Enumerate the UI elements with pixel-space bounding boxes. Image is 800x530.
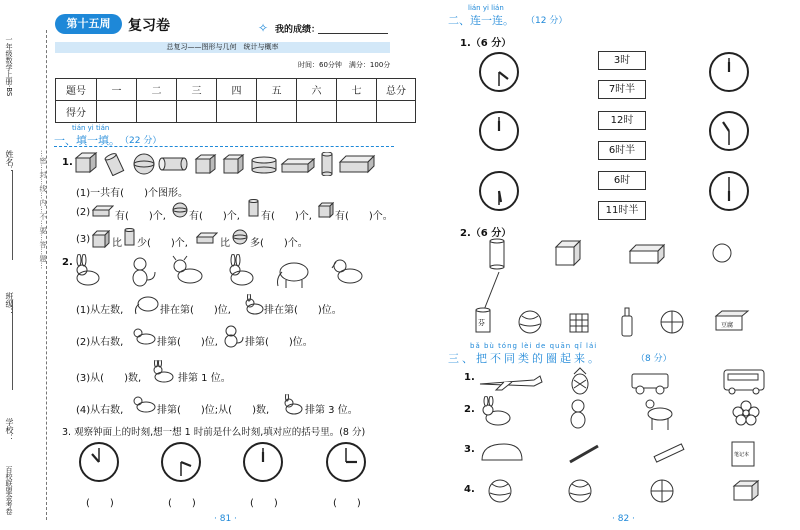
bottle-icon <box>622 308 632 336</box>
footer-brand: 百校联盟金考卷 <box>5 466 13 515</box>
name-line <box>12 170 13 260</box>
q2-line4-c: 排第 3 位。 <box>305 405 358 416</box>
balls-row <box>474 476 774 506</box>
cuboid-icon <box>630 245 664 263</box>
answer-paren: ( ) <box>333 498 361 509</box>
score-cell[interactable] <box>217 101 257 123</box>
time-box[interactable]: 11时半 <box>598 201 646 220</box>
deer-icon <box>646 400 672 430</box>
dog-icon <box>132 326 156 348</box>
car-icon <box>632 374 668 394</box>
cap-icon <box>482 444 522 460</box>
notebook-icon <box>732 442 754 466</box>
q3-text: 3. 观察钟面上的时刻,想一想 1 时前是什么时刻,填对应的括号里。(8 分) <box>62 427 366 438</box>
clock-icon <box>708 51 750 93</box>
subtitle-band: 总复习——图形与几何 统计与概率 <box>55 42 390 53</box>
section2-title: 二、连一连。 <box>448 14 514 27</box>
cuboid-icon <box>92 204 114 218</box>
seal-line: …密…封…线…内…不…要…答…题… <box>39 150 47 269</box>
rabbit-icon <box>244 294 264 316</box>
dog-icon <box>132 394 156 416</box>
table-header-cell: 三 <box>177 79 217 101</box>
clock-icon <box>78 441 120 483</box>
clock-icon <box>708 110 750 152</box>
time-box[interactable]: 6时半 <box>598 141 646 160</box>
dog-icon <box>173 256 202 283</box>
q1-line3-e: 多( )个。 <box>250 238 308 249</box>
q1-line3-b: 比 <box>112 238 122 249</box>
time-box[interactable]: 3时 <box>598 51 646 70</box>
score-cell[interactable] <box>337 101 377 123</box>
rabbit-icon <box>483 396 510 425</box>
cuboid-icon <box>196 231 218 245</box>
cube-icon <box>556 241 580 265</box>
school-label: 学校： <box>5 418 14 442</box>
score-blank <box>318 33 388 34</box>
q2-line4-a: (4)从右数, <box>76 405 124 416</box>
animals-flower-row <box>474 396 774 432</box>
q2-line2-b: 排第( )位, <box>157 337 218 348</box>
tofu-label: 豆腐 <box>721 322 734 329</box>
time-info: 时间：60分钟 满分：100分 <box>298 61 391 69</box>
cube-icon <box>92 230 110 248</box>
s3-num: 1. <box>464 372 475 383</box>
animals-row <box>72 254 372 290</box>
s2-q2: 2.（6 分） <box>460 228 512 239</box>
seal-divider <box>46 30 47 520</box>
page-title: 复习卷 <box>128 18 170 34</box>
table-row-label: 得分 <box>56 101 97 123</box>
monkey-icon <box>222 325 244 349</box>
clock-icon <box>708 170 750 212</box>
cuboid-icon <box>282 159 314 172</box>
rabbit-icon <box>150 360 176 384</box>
ruler-icon <box>654 444 684 462</box>
score-cell[interactable] <box>297 101 337 123</box>
section1-points: （22 分） <box>120 136 162 146</box>
cuboid-icon <box>340 156 374 172</box>
rubiks-cube-icon <box>570 314 588 332</box>
binding-sidebar <box>0 0 47 530</box>
table-header-cell: 五 <box>257 79 297 101</box>
bus-icon <box>724 370 764 394</box>
flower-icon <box>733 401 759 425</box>
q2-line4-b: 排第( )位;从( )数, <box>157 405 270 416</box>
section3-points: （8 分） <box>636 354 672 364</box>
q1-line3-prefix: (3) <box>76 234 91 245</box>
section3-pinyin: bǎ bù tóng lèi de quān qǐ lái <box>470 342 598 350</box>
cube-icon <box>76 153 96 172</box>
section2-pinyin: lián yi lián <box>468 4 504 12</box>
tofu-icon <box>716 311 748 330</box>
cylinder-icon <box>490 239 504 269</box>
shapes-row <box>74 152 394 176</box>
section3-title: 三、把不同类的圈起来。 <box>448 352 602 365</box>
q1-number: 1. <box>62 157 73 168</box>
answer-paren: ( ) <box>250 498 278 509</box>
table-header-cell: 总分 <box>377 79 416 101</box>
transport-row <box>474 366 774 396</box>
dog-icon <box>332 260 362 283</box>
time-box[interactable]: 12时 <box>598 111 646 130</box>
q1-line2-b: 有( )个, <box>115 211 166 222</box>
q1-line2-prefix: (2) <box>76 207 91 218</box>
airplane-icon <box>480 376 542 390</box>
sphere-icon <box>713 244 731 262</box>
s2-q1: 1.（6 分） <box>460 38 512 49</box>
rabbit-icon <box>77 254 99 285</box>
cube-icon <box>318 202 334 218</box>
answer-paren: ( ) <box>86 498 114 509</box>
q1-line1: (1)一共有( )个图形。 <box>76 188 188 199</box>
notebook-label: 笔记本 <box>734 452 750 458</box>
q1-line2-e: 有( )个。 <box>335 211 393 222</box>
rabbit-icon <box>230 254 253 285</box>
clock-icon <box>478 170 520 212</box>
score-cell[interactable] <box>257 101 297 123</box>
q2-line2-a: (2)从右数, <box>76 337 124 348</box>
grade-label: 一年级数学上册·BS <box>5 36 13 97</box>
answer-paren: ( ) <box>168 498 196 509</box>
section1-title: 一、填一填。 <box>54 134 120 147</box>
elephant-icon <box>278 263 309 288</box>
sphere-icon <box>172 202 188 218</box>
sphere-icon <box>232 229 248 245</box>
score-cell[interactable] <box>137 101 177 123</box>
cylinder-icon <box>124 228 136 248</box>
s3-num: 2. <box>464 404 475 415</box>
q2-line2-c: 排第( )位。 <box>245 337 313 348</box>
monkey-icon <box>133 258 155 286</box>
q1-line3-d: 比 <box>220 238 230 249</box>
time-box[interactable]: 6时 <box>598 171 646 190</box>
clock-icon <box>160 441 202 483</box>
page-number-left: · 81 · <box>214 514 237 524</box>
cylinder-icon <box>322 152 332 176</box>
table-header-cell: 一 <box>97 79 137 101</box>
section1-rule <box>54 146 394 147</box>
volleyball-icon <box>489 480 511 502</box>
table-header-cell: 四 <box>217 79 257 101</box>
week-badge: 第十五周 <box>55 14 122 34</box>
cylinder-icon <box>159 158 187 170</box>
q2-number: 2. <box>62 257 73 268</box>
supplies-row <box>474 438 774 468</box>
s3-num: 4. <box>464 484 475 495</box>
class-label: 班级： <box>5 292 14 316</box>
time-box[interactable]: 7时半 <box>598 80 646 99</box>
score-cell[interactable] <box>177 101 217 123</box>
cube-icon <box>196 155 215 173</box>
objects-row <box>472 306 772 340</box>
q2-line3-b: 排第 1 位。 <box>178 373 231 384</box>
class-line <box>12 300 13 390</box>
cube-icon <box>734 481 758 500</box>
q2-line1-a: (1)从左数, <box>76 305 124 316</box>
name-label: 姓名： <box>5 150 14 174</box>
table-header-cell: 六 <box>297 79 337 101</box>
clock-icon <box>325 441 367 483</box>
basketball-icon <box>651 480 673 502</box>
rabbit-icon <box>282 394 304 416</box>
section2-points: （12 分） <box>526 16 568 26</box>
clock-icon <box>242 441 284 483</box>
can-icon <box>476 308 490 332</box>
cylinder-icon <box>104 152 123 175</box>
sphere-icon <box>134 154 154 174</box>
table-header-cell: 二 <box>137 79 177 101</box>
q1-line2-c: 有( )个, <box>189 211 240 222</box>
score-star-icon: ✧ <box>258 21 269 35</box>
section1-pinyin: tián yi tián <box>72 124 110 132</box>
cube-icon <box>224 155 243 173</box>
clock-icon <box>478 51 520 93</box>
q1-line3-c: 少( )个, <box>137 238 188 249</box>
s3-num: 3. <box>464 444 475 455</box>
score-label: 我的成绩： <box>275 25 321 35</box>
q2-line1-c: 排在第( )位。 <box>264 305 342 316</box>
q2-line3-a: (3)从( )数, <box>76 373 142 384</box>
clock-icon <box>478 110 520 152</box>
pineapple-icon <box>572 368 588 394</box>
volleyball-icon <box>519 311 541 333</box>
solids-row-top <box>480 237 770 277</box>
pencil-icon <box>570 446 598 462</box>
can-label: 芬 <box>478 319 485 327</box>
score-table <box>55 78 416 123</box>
score-cell[interactable] <box>97 101 137 123</box>
cylinder-icon <box>252 157 276 173</box>
q2-line1-b: 排在第( )位, <box>160 305 231 316</box>
table-header-cell: 题号 <box>56 79 97 101</box>
basketball-icon <box>661 311 683 333</box>
score-cell[interactable] <box>377 101 416 123</box>
page-number-right: · 82 · <box>612 514 635 524</box>
elephant-icon <box>132 294 160 316</box>
q1-line2-d: 有( )个, <box>261 211 312 222</box>
monkey-icon <box>571 400 585 428</box>
volleyball-icon <box>569 480 591 502</box>
cylinder-icon <box>248 199 260 219</box>
table-header-cell: 七 <box>337 79 377 101</box>
